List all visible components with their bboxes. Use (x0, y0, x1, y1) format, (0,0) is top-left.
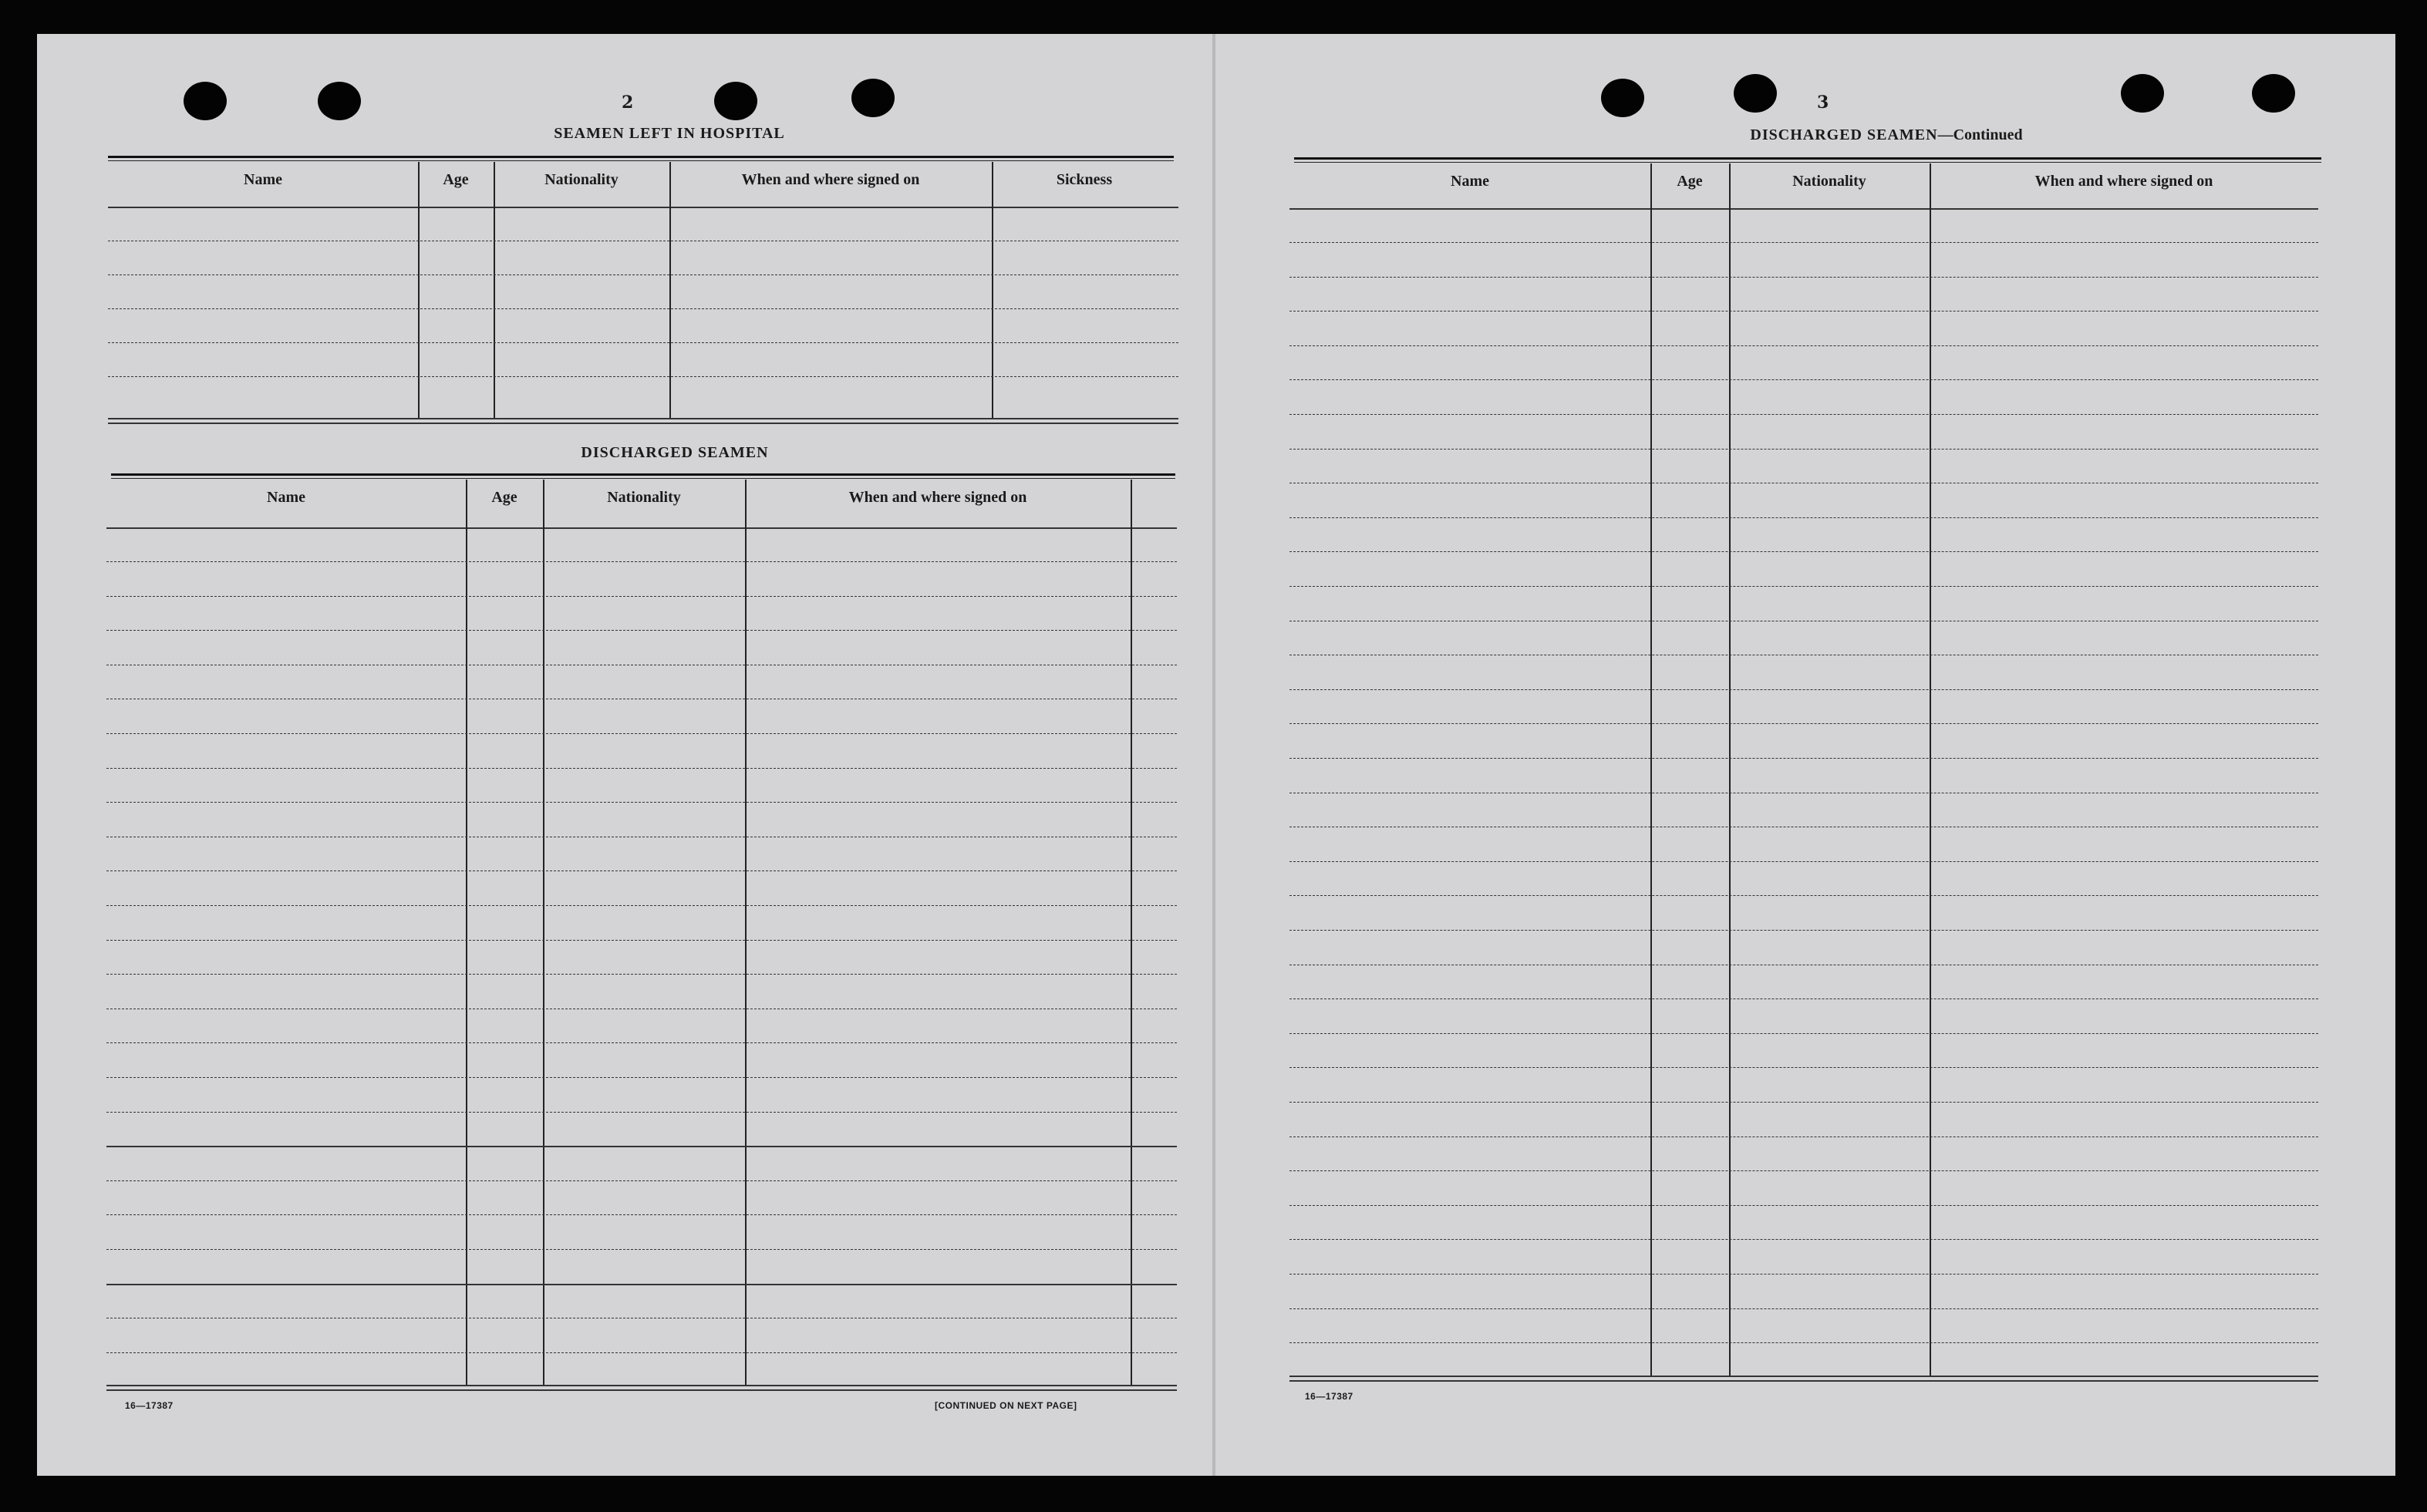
column-header: When and where signed on (2034, 173, 2213, 190)
form-number: 16—17387 (1305, 1391, 1353, 1402)
discharged-continued-title (1501, 126, 2272, 144)
table-row (1289, 861, 2318, 862)
punch-hole (2121, 74, 2164, 113)
discharged-section-title: DISCHARGED SEAMEN (581, 444, 769, 461)
table-row (1289, 723, 2318, 724)
table-top-rule (111, 478, 1175, 479)
table-row (106, 802, 1177, 803)
table-top-rule (1294, 162, 2321, 163)
table-row (1289, 1274, 2318, 1275)
right-page (1215, 34, 2395, 1476)
column-header: When and where signed on (741, 171, 920, 188)
table-row (108, 376, 1178, 377)
table-row (106, 1042, 1177, 1043)
column-divider (992, 162, 993, 418)
table-bottom-rule (1289, 1380, 2318, 1382)
column-divider (418, 162, 420, 418)
left-page (37, 34, 1212, 1476)
table-row (1289, 1239, 2318, 1240)
table-row (1289, 1170, 2318, 1171)
page-number: 2 (622, 93, 634, 113)
table-bottom-rule (108, 418, 1178, 419)
table-row (1289, 1033, 2318, 1034)
table-row (106, 1077, 1177, 1078)
table-row (1289, 414, 2318, 415)
column-divider (494, 162, 495, 418)
table-bottom-rule (108, 423, 1178, 424)
table-bottom-rule (106, 1385, 1177, 1386)
table-bottom-rule (1289, 1376, 2318, 1377)
table-row (1289, 1205, 2318, 1206)
table-row (1289, 1067, 2318, 1068)
table-row (106, 1284, 1177, 1285)
table-row (106, 733, 1177, 734)
table-top-rule (108, 160, 1174, 161)
table-row (106, 1146, 1177, 1147)
hospital-section-title: SEAMEN LEFT IN HOSPITAL (554, 125, 785, 142)
table-row (1289, 1308, 2318, 1309)
table-row (1289, 930, 2318, 931)
header-rule (1289, 208, 2318, 210)
table-row (108, 342, 1178, 343)
header-rule (108, 207, 1178, 208)
table-row (1289, 689, 2318, 690)
table-row (1289, 345, 2318, 346)
title-main: DISCHARGED SEAMEN (1750, 126, 1938, 143)
column-header: Nationality (544, 171, 619, 188)
column-header: Age (443, 171, 469, 188)
form-number: 16—17387 (125, 1400, 174, 1411)
table-row (106, 1180, 1177, 1181)
column-header: When and where signed on (848, 489, 1027, 506)
column-header: Age (1677, 173, 1703, 190)
column-header: Nationality (607, 489, 681, 506)
table-top-rule (108, 156, 1174, 158)
table-row (106, 1214, 1177, 1215)
table-row (108, 308, 1178, 309)
table-row (1289, 242, 2318, 243)
punch-hole (1601, 79, 1644, 117)
header-rule (106, 527, 1177, 529)
page-number: 3 (1817, 93, 1829, 113)
table-row (106, 940, 1177, 941)
table-row (106, 905, 1177, 906)
column-header: Sickness (1056, 171, 1113, 188)
table-row (106, 596, 1177, 597)
table-row (1289, 895, 2318, 896)
punch-hole (714, 82, 757, 120)
table-row (1289, 517, 2318, 518)
punch-hole (2252, 74, 2295, 113)
table-row (106, 870, 1177, 871)
table-row (1289, 277, 2318, 278)
table-row (106, 630, 1177, 631)
continued-note: [CONTINUED ON NEXT PAGE] (935, 1400, 1077, 1411)
table-top-rule (1294, 157, 2321, 160)
column-header: Name (1451, 173, 1489, 190)
table-row (1289, 998, 2318, 999)
table-row (1289, 551, 2318, 552)
table-row (106, 974, 1177, 975)
table-row (106, 1352, 1177, 1353)
table-bottom-rule (106, 1389, 1177, 1391)
table-row (1289, 379, 2318, 380)
column-header: Nationality (1792, 173, 1866, 190)
table-row (106, 1112, 1177, 1113)
column-divider (669, 162, 671, 418)
column-header: Name (244, 171, 282, 188)
punch-hole (1734, 74, 1777, 113)
table-row (1289, 449, 2318, 450)
table-top-rule (111, 473, 1175, 476)
title-suffix: —Continued (1937, 126, 2023, 143)
punch-hole (318, 82, 361, 120)
punch-hole (184, 82, 227, 120)
table-row (106, 1249, 1177, 1250)
table-row (106, 561, 1177, 562)
table-row (1289, 758, 2318, 759)
table-row (106, 768, 1177, 769)
punch-hole (851, 79, 895, 117)
table-row (108, 274, 1178, 275)
column-header: Age (491, 489, 517, 506)
table-row (1289, 586, 2318, 587)
table-row (1289, 1102, 2318, 1103)
column-header: Name (267, 489, 305, 506)
table-row (1289, 1342, 2318, 1343)
